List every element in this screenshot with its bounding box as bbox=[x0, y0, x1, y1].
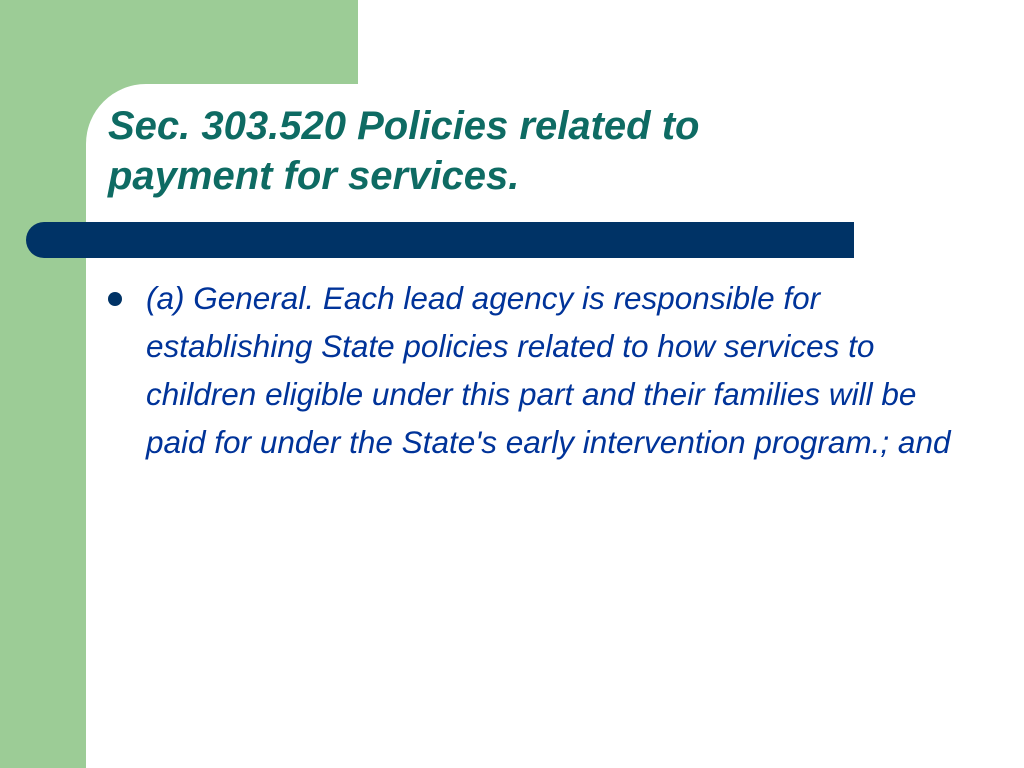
title-divider-bar bbox=[26, 222, 854, 258]
bullet-dot-icon bbox=[108, 292, 122, 306]
bullet-text: (a) General. Each lead agency is responsible for establishing State policies related to how services to children eligible under this part and their families will be paid for under the State's early intervention program.; and bbox=[146, 280, 951, 460]
bullet-item bbox=[108, 274, 968, 466]
slide-title: Sec. 303.520 Policies related to payment for services. bbox=[108, 104, 700, 198]
bullet-list bbox=[108, 274, 968, 466]
